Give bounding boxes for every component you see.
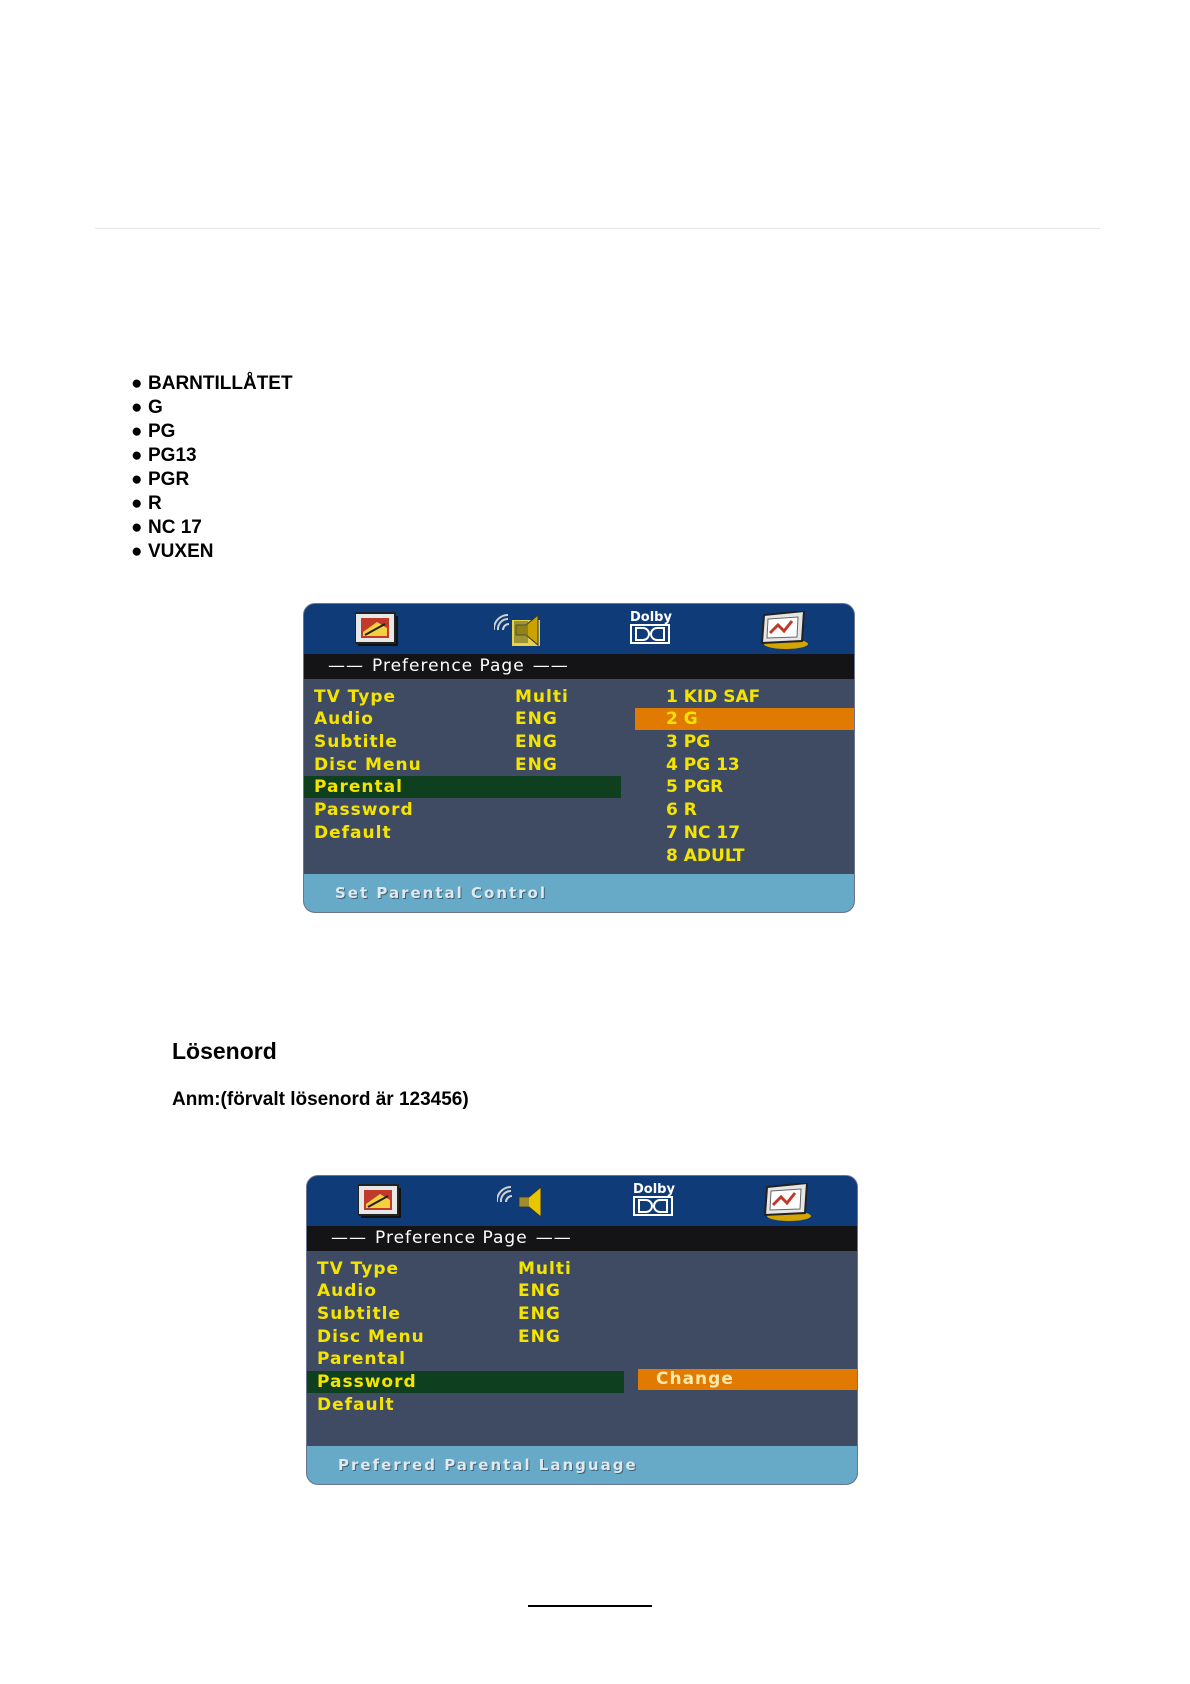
- rating-option[interactable]: 5 PGR: [666, 777, 724, 797]
- rating-list: [131, 372, 293, 564]
- osd-title: Preference Page: [372, 656, 525, 676]
- osd-status-bar: Preferred Parental Language: [307, 1446, 857, 1484]
- osd-menu-parental: Dolby —— Preference Page —— TV Type Multi Audio ENG Subtitle ENG Disc Menu ENG Parental Password Default 1 KID SAF 2 G 3 PG 4 PG 13 5 PGR 6 R 7 NC 17 8 ADULT Set Parental Control: [303, 603, 855, 913]
- change-password-button[interactable]: Change: [638, 1369, 858, 1390]
- tv-setup-icon[interactable]: [358, 1183, 406, 1221]
- osd-header: —— Preference Page ——: [307, 1226, 857, 1251]
- rating-option[interactable]: 6 R: [666, 800, 697, 820]
- dolby-icon[interactable]: Dolby: [633, 1183, 677, 1221]
- section-title: Lösenord: [172, 1038, 277, 1064]
- tv-setup-icon[interactable]: [355, 611, 403, 649]
- list-item: ● BARNTILLÅTET: [131, 373, 293, 394]
- osd-icon-bar: [304, 604, 854, 654]
- osd-menu-password: Dolby —— Preference Page —— TV Type Multi Audio ENG Subtitle ENG Disc Menu ENG Parental Password Default Change Preferred Parental Language: [306, 1175, 858, 1485]
- list-item: ● VUXEN: [131, 541, 214, 562]
- list-item: ● PG: [131, 421, 176, 442]
- rating-option[interactable]: 7 NC 17: [666, 823, 741, 843]
- header-divider: [95, 228, 1100, 229]
- page-number-line: [528, 1605, 652, 1607]
- list-item: ● G: [131, 397, 163, 418]
- rating-option[interactable]: 8 ADULT: [666, 846, 745, 866]
- list-item: ● PG13: [131, 445, 197, 466]
- audio-speaker-icon[interactable]: [497, 1183, 551, 1221]
- dolby-dd-logo: [630, 624, 670, 644]
- rating-option[interactable]: 4 PG 13: [666, 755, 740, 775]
- osd-icon-bar: [307, 1176, 857, 1226]
- osd-header: —— Preference Page ——: [304, 654, 854, 679]
- audio-speaker-icon[interactable]: [494, 611, 548, 649]
- dolby-icon[interactable]: Dolby: [630, 611, 674, 649]
- preference-icon[interactable]: [761, 1183, 813, 1221]
- rating-option[interactable]: 1 KID SAF: [666, 687, 761, 707]
- list-item: ● NC 17: [131, 517, 202, 538]
- list-item: ● R: [131, 493, 162, 514]
- dolby-dd-logo: [633, 1196, 673, 1216]
- rating-option[interactable]: 3 PG: [666, 732, 711, 752]
- rating-option[interactable]: 2 G: [666, 709, 698, 729]
- default-password-note: Anm:(förvalt lösenord är 123456): [172, 1089, 469, 1110]
- list-item: ● PGR: [131, 469, 190, 490]
- osd-title: Preference Page: [375, 1228, 528, 1248]
- osd-status-bar: Set Parental Control: [304, 874, 854, 912]
- preference-icon[interactable]: [758, 611, 810, 649]
